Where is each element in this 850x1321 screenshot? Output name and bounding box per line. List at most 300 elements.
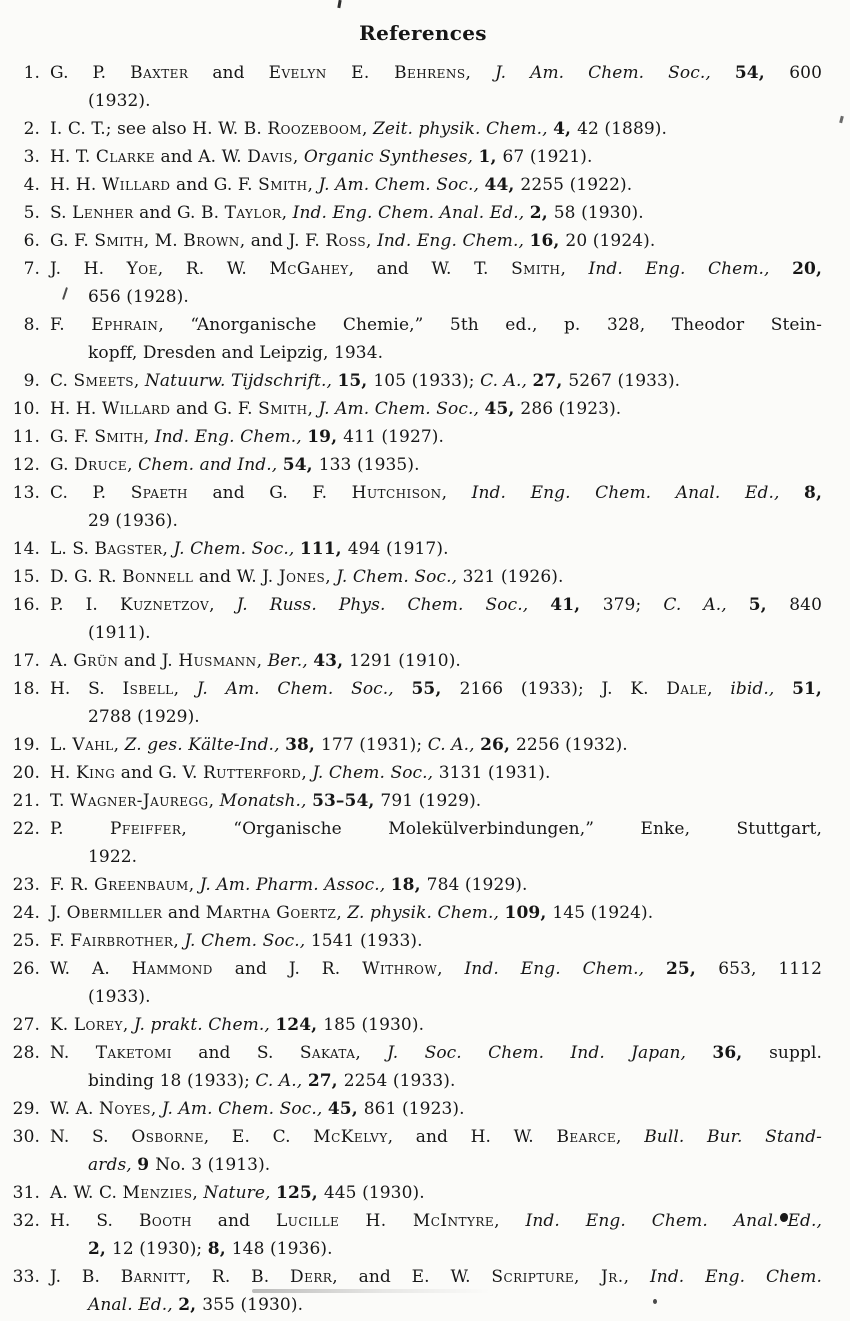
citation-text: , and H. W. [387,1127,557,1147]
volume-number: 8, [207,1239,232,1259]
citation-text: , E. C. [203,1127,314,1147]
citation-text: F. [50,315,92,335]
author-name: King [75,763,116,783]
journal-title: Monatsh., [219,791,313,811]
volume-number: 45, [484,399,521,419]
citation-text: and J. R. [212,959,363,979]
reference-line [50,479,822,507]
citation-text: 321 (1926). [462,567,564,587]
reference-line [88,843,822,871]
citation-text: 784 (1929). [426,875,528,895]
author-name: Kuznetzov [119,595,210,615]
reference-number: 27. [12,1015,40,1035]
reference-line [50,171,822,199]
reference-line [50,395,822,423]
reference-entry [10,563,822,591]
volume-number: 38, [285,735,321,755]
citation-text: G. F. [50,427,95,447]
author-name: McGahey [269,259,349,279]
reference-number: 15. [12,567,40,587]
reference-entry [10,395,822,423]
volume-number: 41, [550,595,603,615]
volume-number: 54, [734,63,790,83]
citation-text: , [707,679,731,699]
reference-number: 26. [12,959,40,979]
reference-entry [10,1123,822,1179]
reference-number: 8. [23,315,40,335]
reference-line [88,339,822,367]
author-name: Fairbrother [70,931,174,951]
reference-entry [10,423,822,451]
reference-entry [10,675,822,731]
reference-line [88,283,822,311]
journal-title: ibid., [730,679,793,699]
citation-text: , R. B. [185,1267,291,1287]
volume-number: 51, [792,679,822,699]
reference-line [50,1039,822,1067]
reference-line [88,619,822,647]
author-name: Baxter [130,63,189,83]
volume-number: 54, [282,455,319,475]
journal-title: C. A., [427,735,481,755]
author-name: McKelvy [313,1127,388,1147]
reference-line [50,1207,822,1235]
citation-text: , [173,931,185,951]
author-name: Husmann [178,651,257,671]
ink-blot [780,1213,788,1222]
reference-line [50,927,822,955]
reference-line [88,983,822,1011]
volume-number: 44, [484,175,521,195]
citation-text: , [133,371,145,391]
citation-text: , [143,427,155,447]
references-list [10,59,822,1319]
citation-text: H. S. [50,679,123,699]
reference-number: 13. [12,483,40,503]
reference-number: 6. [23,231,40,251]
reference-number: 28. [12,1043,40,1063]
reference-number: 5. [23,203,40,223]
reference-entry [10,899,822,927]
citation-text: 2166 (1933); J. K. [459,679,667,699]
reference-number: 14. [12,539,40,559]
author-name: Roozeboom [267,119,362,139]
reference-line [50,647,822,675]
citation-text: C. [50,371,74,391]
citation-text: 286 (1923). [520,399,622,419]
journal-title: Chem. and Ind., [138,455,283,475]
author-name: Bagster [94,539,163,559]
citation-text: C. P. [50,483,131,503]
citation-text: H. H. [50,175,102,195]
citation-text: 355 (1930). [202,1295,304,1315]
reference-number: 20. [12,763,40,783]
citation-text: No. 3 (1913). [155,1155,271,1175]
citation-text: G. [50,455,75,475]
author-name: Menzies [122,1183,193,1203]
reference-entry [10,199,822,227]
citation-text: binding 18 (1933); [88,1071,256,1091]
citation-text: , [150,1099,162,1119]
author-name: Smith [258,399,308,419]
author-name: Scripture, Jr. [491,1267,624,1287]
citation-text: , “Organische Molekülverbindungen,” Enke, Stuttgart, [181,819,822,839]
citation-text: G. F. [50,231,95,251]
reference-line [50,311,822,339]
volume-number: 26, [480,735,517,755]
journal-title: Ind. Eng. Chem. Anal. [525,1211,779,1231]
reference-number: 17. [12,651,40,671]
reference-number: 31. [12,1183,40,1203]
reference-number: 9. [23,371,40,391]
reference-entry [10,955,822,1011]
citation-text: kopff, Dresden and Leipzig, 1934. [88,343,384,363]
citation-text: J. H. [50,259,127,279]
citation-text: I. C. T.; see also H. W. B. [50,119,268,139]
journal-title: Nature, [203,1183,277,1203]
reference-line [50,227,822,255]
journal-title: Organic Syntheses, [303,147,479,167]
reference-entry [10,1011,822,1039]
author-name: Derr [290,1267,333,1287]
reference-line [50,787,822,815]
journal-title: J. Chem. Soc., [173,539,300,559]
citation-text: 105 (1933); [373,371,481,391]
citation-text: , [494,1211,526,1231]
citation-text: 177 (1931); [320,735,428,755]
reference-line [50,535,822,563]
author-name: Withrow [362,959,438,979]
citation-text: 840 [789,595,822,615]
author-name: Davis [247,147,293,167]
journal-title: Ind. Eng. Chem. Anal. Ed., [292,203,530,223]
reference-number: 18. [12,679,40,699]
reference-line [50,675,822,703]
journal-title: Ind. Eng. Chem., [154,427,308,447]
reference-number: 11. [12,427,40,447]
citation-text: , [281,203,293,223]
reference-number: 30. [12,1127,40,1147]
reference-number: 12. [12,455,40,475]
reference-line [50,451,822,479]
citation-text: 20 (1924). [565,231,656,251]
author-name: Druce [74,455,128,475]
citation-text: suppl. [769,1043,822,1063]
citation-text: , R. W. [157,259,270,279]
volume-number: 4, [553,119,578,139]
author-name: Ross [325,231,367,251]
citation-text: W. A. [50,1099,99,1119]
volume-number: 2, [529,203,554,223]
reference-line [50,115,822,143]
scan-artifact-top-tick [337,0,341,8]
citation-text: G. P. [50,63,131,83]
journal-title: J. Am. Chem. Soc., [161,1099,328,1119]
reference-number: 2. [23,119,40,139]
citation-text: D. G. R. [50,567,123,587]
citation-text: and W. J. [193,567,279,587]
citation-text: 653, 1112 [718,959,823,979]
citation-text: T. [50,791,70,811]
journal-title: J. Am. Pharm. Assoc., [199,875,391,895]
citation-text: , [301,763,313,783]
reference-number: 16. [12,595,40,615]
author-name: Ephrain [91,315,159,335]
reference-line [50,367,822,395]
author-name: Taylor [224,203,282,223]
citation-text: 379; [602,595,664,615]
journal-title: C. A., [255,1071,308,1091]
citation-text: 5267 (1933). [568,371,681,391]
author-name: Spaeth [130,483,188,503]
citation-text: 600 [789,63,822,83]
citation-text: 411 (1927). [343,427,445,447]
citation-text: J. B. [50,1267,121,1287]
author-name: Lenher [72,203,134,223]
author-name: Jones [278,567,326,587]
citation-text: J. [50,903,67,923]
volume-number: 111, [299,539,348,559]
citation-text: , and W. T. [348,259,512,279]
author-name: Yoe [126,259,158,279]
author-name: Clarke [95,147,155,167]
citation-text: and G. B. [133,203,225,223]
volume-number: 5, [748,595,790,615]
journal-title: Ind. Eng. Chem., [377,231,530,251]
volume-number: 2, [88,1239,112,1259]
author-name: Lucille H. McIntyre [276,1211,495,1231]
reference-number: 29. [12,1099,40,1119]
journal-title: J. Chem. Soc., [184,931,311,951]
citation-text: 1541 (1933). [310,931,423,951]
journal-title: J. Soc. Chem. Ind. Japan, [387,1043,713,1063]
citation-text: 2256 (1932). [516,735,628,755]
citation-text: and G. V. [115,763,204,783]
author-name: Smeets [73,371,134,391]
journal-title: J. Russ. Phys. Chem. Soc., [236,595,551,615]
volume-number: 20, [792,259,822,279]
journal-title: Natuurw. Tijdschrift., [144,371,338,391]
reference-line [50,759,822,787]
citation-text: , [441,483,472,503]
citation-text: , [307,175,319,195]
reference-number: 23. [12,875,40,895]
reference-line [50,955,823,983]
citation-text: K. [50,1015,74,1035]
journal-title: J. Am. Chem. Soc., [318,399,485,419]
citation-text: 12 (1930); [111,1239,208,1259]
journal-title: J. Am. Chem. Soc., [196,679,412,699]
journal-title: J. Am. Chem. Soc., [318,175,485,195]
citation-text: , [560,259,589,279]
author-name: Noyes [99,1099,151,1119]
citation-text: (1933). [88,987,151,1007]
author-name: Smith [94,427,144,447]
reference-number: 1. [23,63,40,83]
citation-text: , “Anorganische Chemie,” 5th ed., p. 328, Theodor Stein- [158,315,822,335]
citation-text: , [307,399,319,419]
volume-number: 1, [478,147,503,167]
reference-line [50,143,822,171]
citation-text: , [162,539,174,559]
citation-text: , [465,63,495,83]
reference-line [50,1011,822,1039]
author-name: Lorey [73,1015,123,1035]
citation-text: 42 (1889). [577,119,668,139]
citation-text: , [127,455,139,475]
journal-title: Anal. Ed., [88,1295,179,1315]
citation-text: 67 (1921). [502,147,593,167]
reference-number: 22. [12,819,40,839]
citation-text: and S. [171,1043,300,1063]
author-name: Grün [73,651,119,671]
volume-number: 124, [275,1015,324,1035]
citation-text: , [366,231,378,251]
citation-text: , [437,959,465,979]
journal-title: Ber., [267,651,314,671]
reference-entry [10,591,822,647]
author-name: Barnitt [120,1267,186,1287]
citation-text: N. [50,1043,96,1063]
citation-text: and G. F. [187,483,352,503]
citation-text: , [292,147,304,167]
citation-text: 145 (1924). [552,903,654,923]
author-name: Obermiller [66,903,163,923]
reference-entry [10,59,822,115]
journal-title: ards, [88,1155,138,1175]
citation-text: , [113,735,125,755]
reference-entry [10,647,822,675]
author-name: Bonnell [122,567,194,587]
citation-text: , [336,903,348,923]
page-title: References [359,21,487,45]
citation-text: 494 (1917). [347,539,449,559]
citation-text: W. A. [50,959,132,979]
author-name: Booth [138,1211,192,1231]
volume-number: 36, [712,1043,770,1063]
reference-line [50,591,822,619]
reference-entry [10,759,822,787]
citation-text: F. [50,931,71,951]
author-name: Bearce [556,1127,617,1147]
journal-title: Ind. Eng. Chem., [588,259,793,279]
author-name: Willard [101,175,171,195]
reference-line [50,899,822,927]
reference-number: 10. [12,399,40,419]
reference-number: 32. [12,1211,40,1231]
citation-text: 29 (1936). [88,511,178,531]
journal-title: Z. ges. Kälte-Ind., [124,735,286,755]
citation-text: 185 (1930). [323,1015,425,1035]
reference-entry [10,927,822,955]
volume-number: 27, [532,371,569,391]
citation-text: L. [50,735,73,755]
journal-title: Zeit. physik. Chem., [373,119,554,139]
author-name: Taketomi [95,1043,172,1063]
reference-entry [10,171,822,199]
citation-text: A. [50,651,74,671]
citation-text: , [355,1043,388,1063]
author-name: Sakata [299,1043,356,1063]
reference-entry [10,451,822,479]
reference-entry [10,1095,822,1123]
reference-number: 19. [12,735,40,755]
citation-text: F. R. [50,875,95,895]
citation-text: 58 (1930). [553,203,644,223]
volume-number: 15, [337,371,374,391]
citation-text: and G. F. [170,175,259,195]
journal-title: C. A., [663,595,749,615]
citation-text: and [191,1211,277,1231]
volume-number: 9 [137,1155,156,1175]
citation-text: 1291 (1910). [349,651,461,671]
volume-number: 45, [327,1099,364,1119]
citation-text: 133 (1935). [318,455,420,475]
citation-text: , [361,119,373,139]
citation-text: 3131 (1931). [438,763,551,783]
citation-text: 861 (1923). [363,1099,465,1119]
author-name: Brown [183,231,240,251]
reference-line [50,423,822,451]
author-name: Isbell [122,679,174,699]
journal-title: J. prakt. Chem., [133,1015,276,1035]
reference-entry [10,479,822,535]
citation-text: , [208,791,220,811]
reference-entry [10,815,822,871]
author-name: Martha Goertz [205,903,337,923]
reference-number: 25. [12,931,40,951]
citation-text: 2788 (1929). [88,707,200,727]
author-name: Smith [94,231,144,251]
reference-line [50,1123,822,1151]
author-name: Pfeiffer [110,819,182,839]
journal-title: Ed., [787,1211,822,1231]
journal-title: J. Chem. Soc., [312,763,439,783]
volume-number: 16, [529,231,566,251]
citation-text: , [256,651,268,671]
volume-number: 43, [313,651,350,671]
journal-title: J. Chem. Soc., [336,567,463,587]
citation-text: 445 (1930). [323,1183,425,1203]
reference-entry [10,1207,822,1263]
author-name: Hammond [131,959,213,979]
citation-text: , [188,875,200,895]
reference-line [88,87,822,115]
author-name: Smith [258,175,308,195]
reference-entry [10,311,822,367]
reference-number: 24. [12,903,40,923]
author-name: Vahl [72,735,114,755]
journal-title: C. A., [480,371,533,391]
citation-text: 1922. [88,847,138,867]
volume-number: 25, [665,959,719,979]
reference-entry [10,787,822,815]
citation-text: and [188,63,269,83]
citation-text: and A. W. [155,147,248,167]
citation-text: 2254 (1933). [343,1071,456,1091]
journal-title: Z. physik. Chem., [347,903,505,923]
citation-text: , [173,679,197,699]
reference-line [50,1095,822,1123]
citation-text: and G. F. [170,399,259,419]
citation-text: H. S. [50,1211,139,1231]
author-name: Smith [511,259,561,279]
reference-entry [10,535,822,563]
citation-text: P. [50,819,111,839]
volume-number: 27, [307,1071,344,1091]
citation-text: and J. [118,651,179,671]
author-name: Hutchison [351,483,442,503]
